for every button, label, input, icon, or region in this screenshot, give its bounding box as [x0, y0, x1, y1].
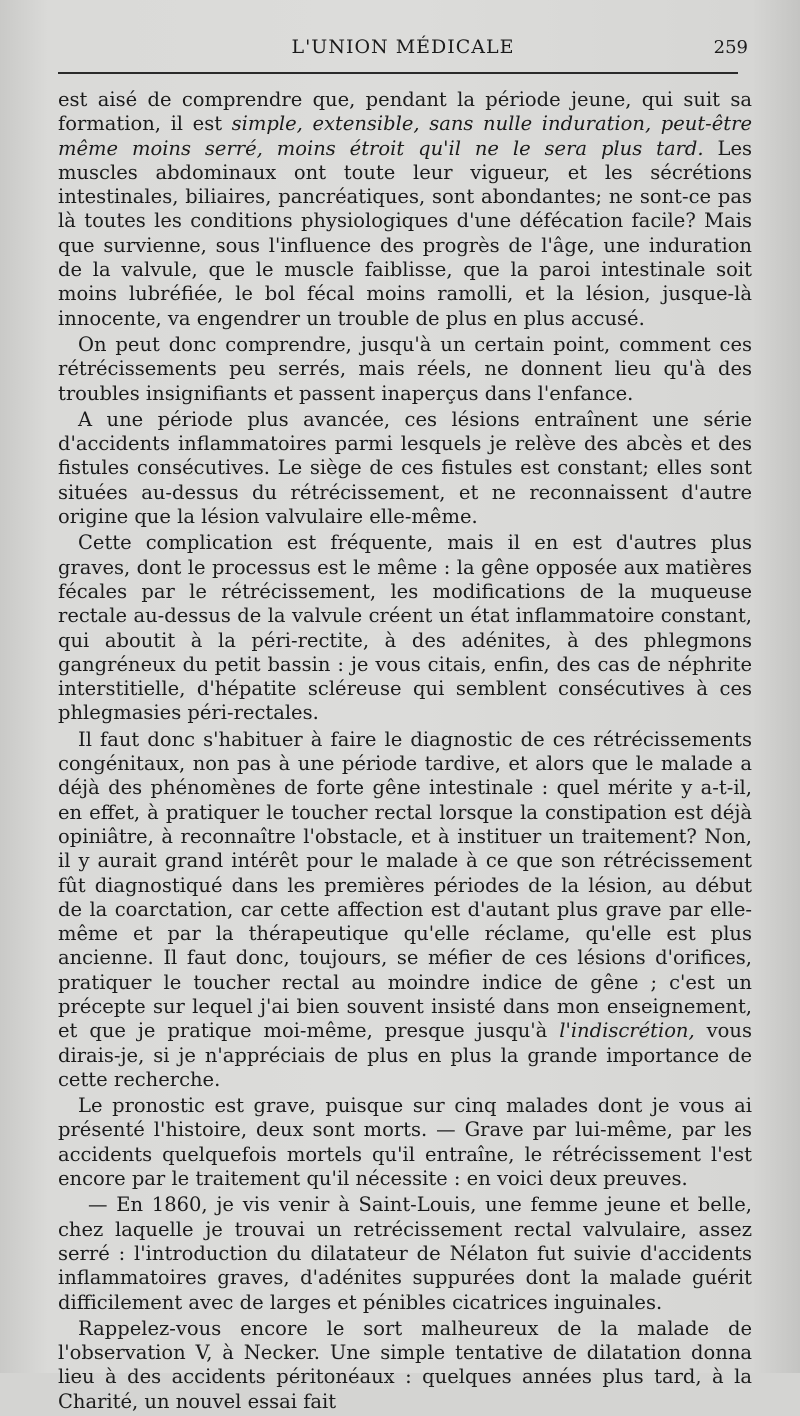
text-run: On peut donc comprendre, jusqu'à un certain point, comment ces rétrécissements peu serrés, mais réels, ne donnent lieu qu'à des troubles insignifiants et passent inaperçus dans l'enfance.: [58, 332, 752, 405]
text-run: A une période plus avancée, ces lésions entraînent une série d'accidents inflammatoires parmi lesquels je relève des abcès et des fistules consécutives. Le siège de ces fistules est constant; elles sont situées au-dessus du rétrécissement, et ne reconnaissent d'autre origine que la lésion valvulaire elle-même.: [58, 407, 752, 529]
text-run: Il faut donc s'habituer à faire le diagnostic de ces rétrécissements congénitaux, non pas à une période tardive, et alors que le malade a déjà des phénomènes de forte gêne intestinale : quel mérite y a-t-il, en effet, à pratiquer le toucher rectal lorsque la constipation est déjà opiniâtre, à reconnaître l'obstacle, et à instituer un traitement? Non, il y aurait grand intérêt pour le malade à ce que son rétrécissement fût diagnostiqué dans les premières périodes de la lésion, au début de la coarctation, car cette affection est d'autant plus grave par elle-même et par la thérapeutique qu'elle réclame, qu'elle est plus ancienne. Il faut donc, toujours, se méfier de ces lésions d'orifices, pratiquer le toucher rectal au moindre indice de gêne ; c'est un précepte sur lequel j'ai bien souvent insisté dans mon enseignement, et que je pratique moi-même, presque jusqu'à: [58, 727, 752, 1043]
paragraph: [58, 1317, 752, 1414]
paragraph: [58, 1193, 752, 1314]
page-number: 259: [713, 37, 748, 58]
text-run: — En 1860, je vis venir à Saint-Louis, une femme jeune et belle, chez laquelle je trouvai un retrécissement rectal valvulaire, assez serré : l'introduction du dilatateur de Nélaton fut suivie d'accidents inflammatoires graves, d'adénites suppurées dont la malade guérit difficilement avec de larges et pénibles cicatrices inguinales.: [58, 1193, 752, 1314]
text-run: Les muscles abdominaux ont toute leur vigueur, et les sécrétions intestinales, biliaires, pancréatiques, sont abondantes; ne sont-ce pas là toutes les conditions physiologiques d'une défécation facile? Mais que survienne, sous l'influence des progrès de l'âge, une induration de la valvule, que le muscle faiblisse, que la paroi intestinale soit moins lubréfiée, le bol fécal moins ramolli, et la lésion, jusque-là innocente, va engendrer un trouble de plus en plus accusé.: [58, 136, 752, 330]
header-rule: [58, 72, 738, 74]
page-header: [58, 34, 748, 64]
body-text: [58, 88, 752, 1416]
text-run: Rappelez-vous encore le sort malheureux de la malade de l'observation V, à Necker. Une simple tentative de dilatation donna lieu à des accidents péritonéaux : quelques années plus tard, à la Charité, un nouvel essai fait: [58, 1316, 752, 1413]
text-run: est aisé de comprendre que, pendant la période jeune, qui suit sa formation, il est: [58, 88, 752, 136]
text-run: Le pronostic est grave, puisque sur cinq malades dont je vous ai présenté l'histoire, deux sont morts. — Grave par lui-même, par les accidents quelquefois mortels qu'il entraîne, le rétrécissement l'est encore par le traitement qu'il nécessite : en voici deux preuves.: [58, 1094, 752, 1191]
paragraph: [58, 531, 752, 725]
running-title: L'UNION MÉDICALE: [291, 36, 515, 58]
italic-run: l'indiscrétion,: [559, 1019, 695, 1043]
text-run: Cette complication est fréquente, mais il en est d'autres plus graves, dont le processus est le même : la gêne opposée aux matières fécales par le rétrécissement, les modifications de la muqueuse rectale au-dessus de la valvule créent un état inflammatoire constant, qui aboutit à la péri-rectite, à des adénites, à des phlegmons gangréneux du petit bassin : je vous citais, enfin, des cas de néphrite interstitielle, d'hépatite scléreuse qui semblent consécutives à ces phlegmasies péri-rectales.: [58, 531, 752, 725]
italic-run: simple, extensible, sans nulle induration, peut-être même moins serré, moins étroit qu'il ne le sera plus tard.: [58, 112, 752, 160]
paragraph: [58, 1094, 752, 1191]
paragraph: [58, 728, 752, 1092]
paragraph: [58, 333, 752, 406]
paragraph: [58, 408, 752, 529]
text-run: vous dirais-je, si je n'appréciais de plus en plus la grande importance de cette recherche.: [58, 1019, 752, 1091]
paragraph: [58, 88, 752, 331]
